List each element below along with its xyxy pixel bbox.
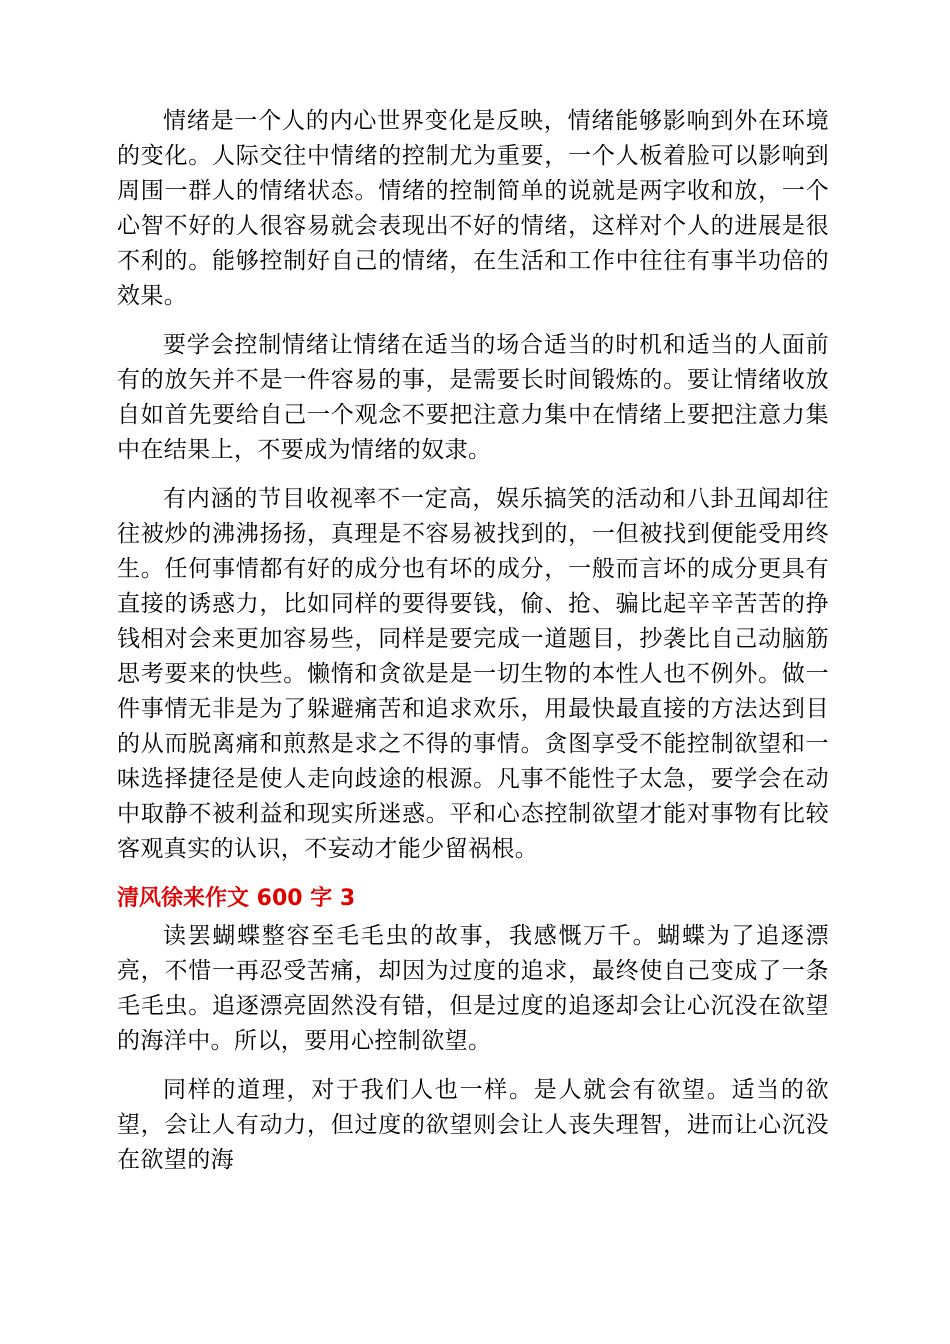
paragraph-emotion-reflection: 情绪是一个人的内心世界变化是反映，情绪能够影响到外在环境的变化。人际交往中情绪的控制尤为重要，一个人板着脸可以影响到周围一群人的情绪状态。情绪的控制简单的说就是两字收和放，一个心智不好的人很容易就会表现出不好的情绪，这样对个人的进展是很不利的。能够控制好自己的情绪，在生活和工作中往往有事半功倍的效果。 bbox=[117, 108, 829, 309]
section-heading: 清风徐来作文 600 字 3 bbox=[117, 886, 356, 911]
paragraph-emotion-control: 要学会控制情绪让情绪在适当的场合适当的时机和适当的人面前有的放矢并不是一件容易的事，是需要长时间锻炼的。要让情绪收放自如首先要给自己一个观念不要把注意力集中在情绪上要把注意力集中在结果上，不要成为情绪的奴隶。 bbox=[117, 332, 829, 463]
paragraph-butterfly-story: 读罢蝴蝶整容至毛毛虫的故事，我感慨万千。蝴蝶为了追逐漂亮，不惜一再忍受苦痛，却因为过度的追求，最终使自己变成了一条毛毛虫。追逐漂亮固然没有错，但是过度的追逐却会让心沉没在欲望的海洋中。所以，要用心控制欲望。 bbox=[117, 923, 829, 1054]
paragraph-desire-temptation: 有内涵的节目收视率不一定高，娱乐搞笑的活动和八卦丑闻却往往被炒的沸沸扬扬，真理是不容易被找到的，一但被找到便能受用终生。任何事情都有好的成分也有坏的成分，一般而言坏的成分更具有直接的诱惑力，比如同样的要得要钱，偷、抢、骗比起辛辛苦苦的挣钱相对会来更加容易些，同样是要完成一道题目，抄袭比自己动脑筋思考要来的快些。懒惰和贪欲是是一切生物的本性人也不例外。做一件事情无非是为了躲避痛苦和追求欢乐，用最快最直接的方法达到目的从而脱离痛和煎熬是求之不得的事情。贪图享受不能控制欲望和一味选择捷径是使人走向歧途的根源。凡事不能性子太急，要学会在动中取静不被利益和现实所迷惑。平和心态控制欲望才能对事物有比较客观真实的认识，不妄动才能少留祸根。 bbox=[117, 486, 829, 862]
paragraph-human-desire: 同样的道理，对于我们人也一样。是人就会有欲望。适当的欲望，会让人有动力，但过度的欲望则会让人丧失理智，进而让心沉没在欲望的海 bbox=[117, 1077, 829, 1173]
document-page bbox=[117, 104, 829, 1192]
